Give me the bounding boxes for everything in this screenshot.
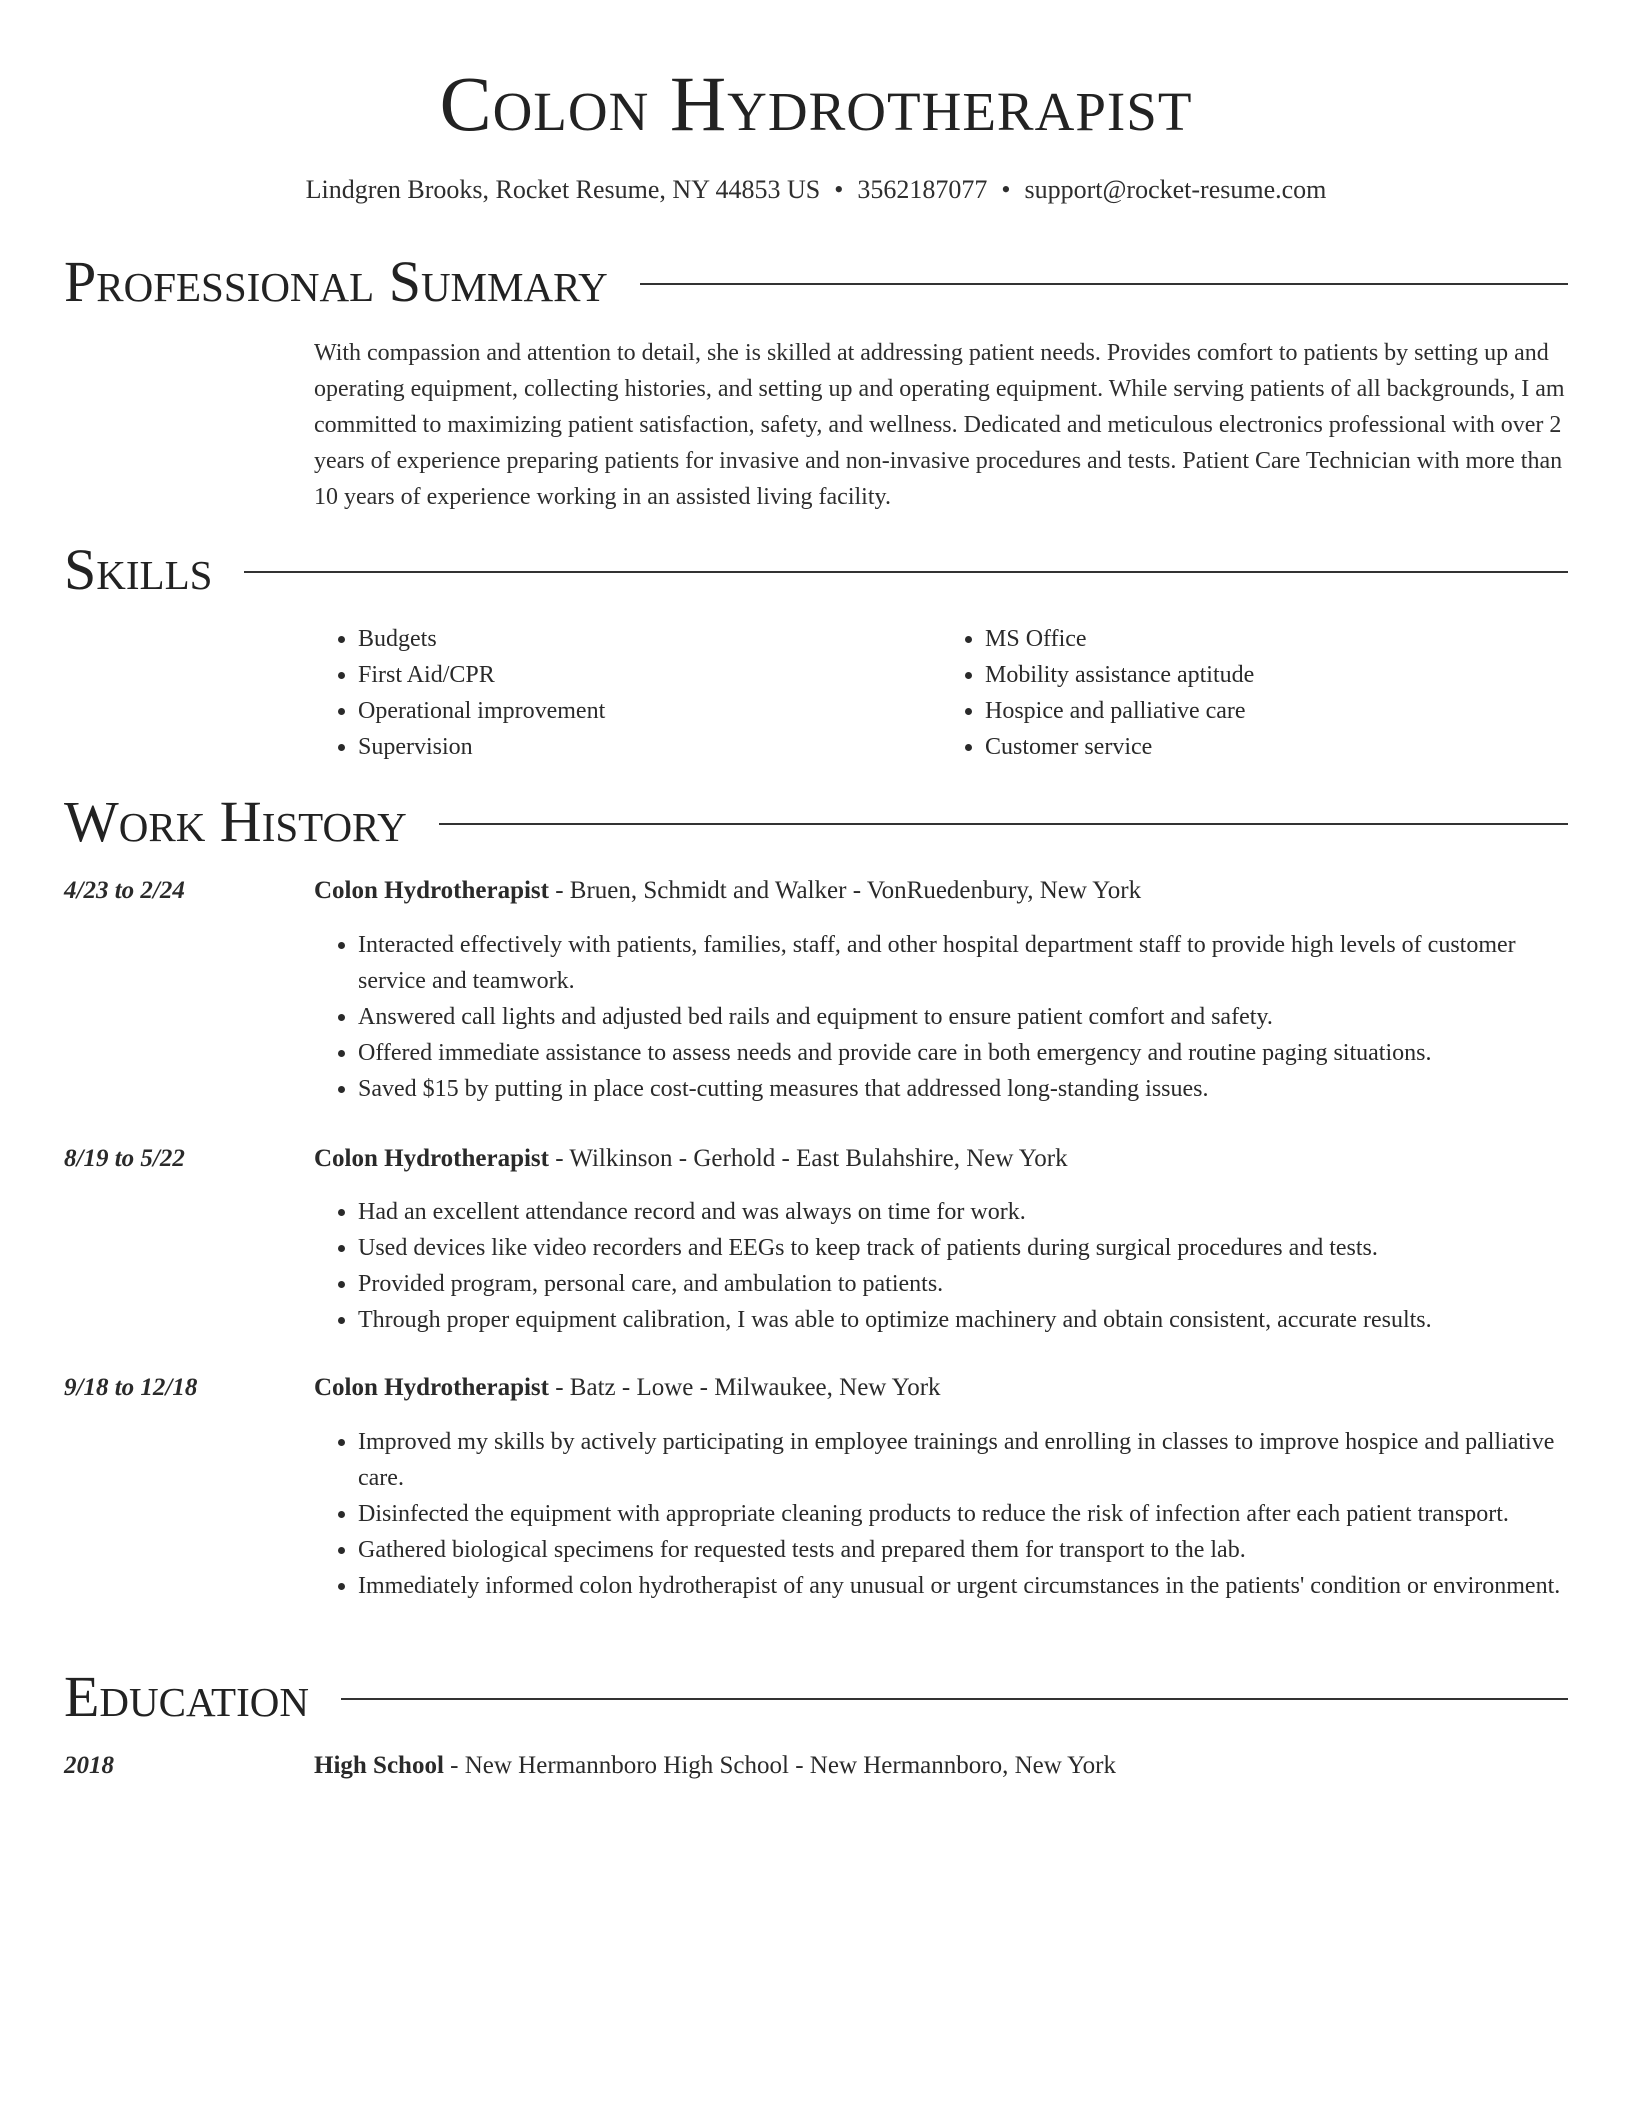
skills-column-left <box>314 621 941 765</box>
education-section-header <box>64 1662 1568 1732</box>
summary-section-header <box>64 247 1568 317</box>
job-dates: 9/18 to 12/18 <box>64 1374 198 1401</box>
skill-item: • Budgets <box>358 621 941 657</box>
skill-item: • Operational improvement <box>358 693 941 729</box>
job-bullets <box>314 1424 1568 1604</box>
job-heading <box>314 873 1568 909</box>
skill-item: • Supervision <box>358 729 941 765</box>
section-divider <box>640 283 1568 285</box>
job-bullet: • Had an excellent attendance record and was always on time for work. <box>358 1194 1568 1230</box>
summary-text: With compassion and attention to detail, she is skilled at addressing patient needs. Provides comfort to patients by setting up and operating equipment, collecting histories, and setting up and operating equipment. While serving patients of all backgrounds, I am committed to maximizing patient satisfaction, safety, and wellness. Dedicated and meticulous electronics professional with over 2 years of experience preparing patients for invasive and non-invasive procedures and tests. Patient Care Technician with more than 10 years of experience working in an assisted living facility. <box>314 340 1565 510</box>
job-bullet: • Disinfected the equipment with appropriate cleaning products to reduce the risk of infection after each patient transport. <box>358 1496 1568 1532</box>
contact-separator: • <box>1001 175 1011 204</box>
contact-phone: 3562187077 <box>857 175 988 204</box>
resume-name: Colon Hydrotherapist <box>439 60 1193 147</box>
skill-item: • First Aid/CPR <box>358 657 941 693</box>
job-bullet: • Improved my skills by actively participating in employee trainings and enrolling in classes to improve hospice and palliative care. <box>358 1424 1568 1496</box>
contact-separator: • <box>834 175 844 204</box>
job-details: - Wilkinson - Gerhold - East Bulahshire, New York <box>548 1145 1068 1172</box>
job-bullet: • Gathered biological specimens for requested tests and prepared them for transport to the lab. <box>358 1532 1568 1568</box>
job-bullet: • Used devices like video recorders and EEGs to keep track of patients during surgical procedures and tests. <box>358 1230 1568 1266</box>
contact-line <box>0 172 1632 208</box>
skills-column-right <box>941 621 1568 765</box>
job-bullet: • Offered immediate assistance to assess needs and provide care in both emergency and routine paging situations. <box>358 1035 1568 1071</box>
education-year: 2018 <box>64 1752 114 1779</box>
section-divider <box>244 571 1568 573</box>
education-details: - New Hermannboro High School - New Hermannboro, New York <box>443 1752 1117 1779</box>
education-degree: High School <box>314 1752 444 1779</box>
education-title: Education <box>64 1664 309 1729</box>
job-bullet: • Immediately informed colon hydrotherapist of any unusual or urgent circumstances in the patients' condition or environment. <box>358 1568 1568 1604</box>
job-details: - Batz - Lowe - Milwaukee, New York <box>548 1374 941 1401</box>
job-role: Colon Hydrotherapist <box>314 877 549 904</box>
skill-item: • Customer service <box>985 729 1568 765</box>
job-bullets <box>314 1194 1568 1338</box>
skill-item: • Hospice and palliative care <box>985 693 1568 729</box>
job-role: Colon Hydrotherapist <box>314 1374 549 1401</box>
job-bullets <box>314 927 1568 1107</box>
section-divider <box>439 823 1568 825</box>
contact-email: support@rocket-resume.com <box>1024 175 1327 204</box>
job-bullet: • Interacted effectively with patients, families, staff, and other hospital department staff to provide high levels of customer service and teamwork. <box>358 927 1568 999</box>
job-role: Colon Hydrotherapist <box>314 1145 549 1172</box>
job-bullet: • Answered call lights and adjusted bed rails and equipment to ensure patient comfort and safety. <box>358 999 1568 1035</box>
work-section-header <box>64 787 1568 857</box>
skills-title: Skills <box>64 537 213 602</box>
job-details: - Bruen, Schmidt and Walker - VonRuedenbury, New York <box>548 877 1142 904</box>
job-heading <box>314 1141 1568 1177</box>
job-bullet: • Provided program, personal care, and ambulation to patients. <box>358 1266 1568 1302</box>
work-title: Work History <box>64 789 407 854</box>
skills-list <box>314 621 1568 765</box>
job-heading <box>314 1370 1568 1406</box>
job-bullet: • Saved $15 by putting in place cost-cutting measures that addressed long-standing issues. <box>358 1071 1568 1107</box>
job-dates: 8/19 to 5/22 <box>64 1145 185 1172</box>
summary-title: Professional Summary <box>64 249 608 314</box>
job-bullet: • Through proper equipment calibration, I was able to optimize machinery and obtain consistent, accurate results. <box>358 1302 1568 1338</box>
skills-section-header <box>64 535 1568 605</box>
education-heading <box>314 1748 1568 1784</box>
contact-address: Lindgren Brooks, Rocket Resume, NY 44853 US <box>305 175 821 204</box>
skill-item: • MS Office <box>985 621 1568 657</box>
section-divider <box>341 1698 1568 1700</box>
skill-item: • Mobility assistance aptitude <box>985 657 1568 693</box>
job-dates: 4/23 to 2/24 <box>64 877 185 904</box>
